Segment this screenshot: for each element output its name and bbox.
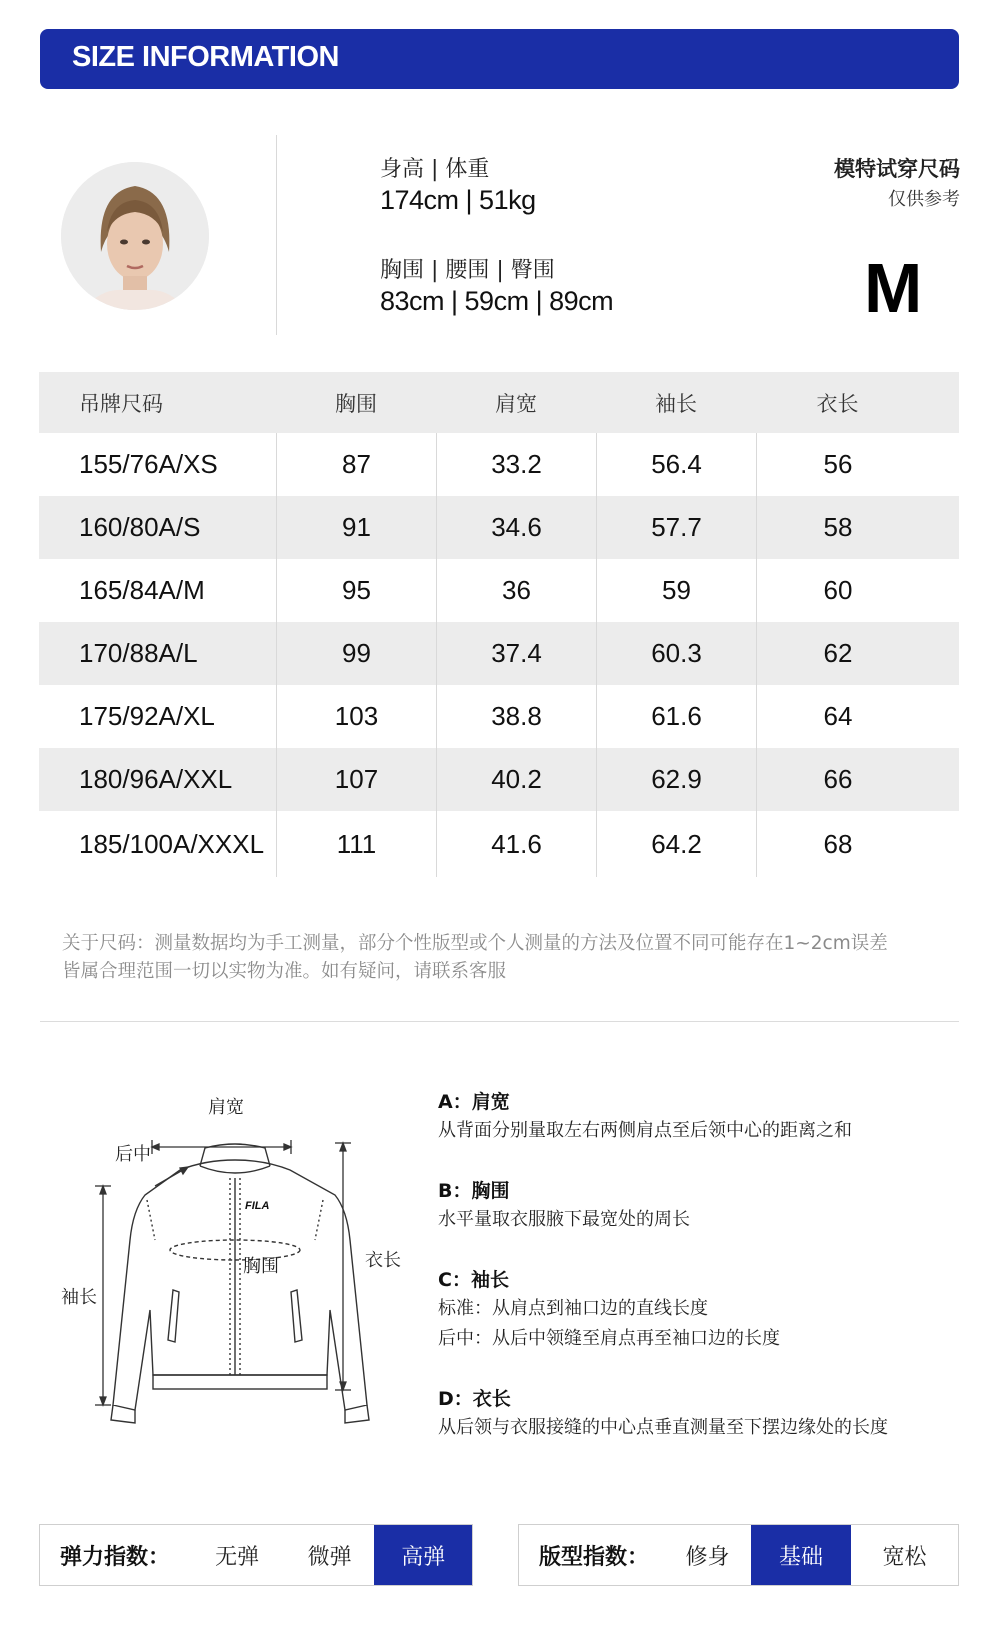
table-cell: 87: [276, 433, 436, 496]
section-banner: [40, 29, 959, 89]
desc-title: D：衣长: [438, 1388, 511, 1410]
table-cell: 56: [756, 433, 919, 496]
fit-option-loose: 宽松: [882, 1544, 927, 1570]
table-cell: 36: [436, 559, 596, 622]
table-row: [39, 496, 959, 559]
table-row: [39, 748, 959, 811]
table-body: [39, 433, 959, 877]
table-cell: 62: [756, 622, 919, 685]
table-cell: 170/88A/L: [79, 638, 198, 668]
table-row: [39, 811, 959, 877]
desc-title: B：胸围: [438, 1180, 510, 1202]
height-weight-label: 身高 | 体重: [380, 157, 490, 182]
table-cell: 64: [756, 685, 919, 748]
table-row: [39, 433, 959, 496]
desc-title: A：肩宽: [438, 1091, 510, 1113]
size-note-line: 皆属合理范围一切以实物为准。如有疑问，请联系客服: [62, 961, 507, 982]
table-cell: 33.2: [436, 433, 596, 496]
back-center-label: 后中: [115, 1144, 151, 1165]
fit-option-slim: 修身: [685, 1544, 730, 1570]
fit-index: [518, 1524, 959, 1586]
table-cell: 91: [276, 496, 436, 559]
model-size-subtitle: 仅供参考: [888, 189, 960, 210]
desc-line: 水平量取衣服腋下最宽处的周长: [438, 1209, 690, 1230]
table-cell: 56.4: [596, 433, 756, 496]
header-cell: 衣长: [816, 391, 859, 416]
desc-line: 从后领与衣服接缝的中心点垂直测量至下摆边缘处的长度: [438, 1417, 888, 1438]
table-cell: 61.6: [596, 685, 756, 748]
measurement-diagram: [55, 1097, 415, 1440]
table-cell: 68: [756, 811, 919, 877]
table-cell: 185/100A/XXXL: [79, 828, 265, 859]
header-cell: 胸围: [335, 391, 377, 416]
table-cell: 57.7: [596, 496, 756, 559]
length-label: 衣长: [365, 1250, 401, 1271]
elasticity-option-high: 高弹: [374, 1525, 472, 1585]
elasticity-label: 弹力指数：: [60, 1544, 171, 1570]
table-cell: 60.3: [596, 622, 756, 685]
table-cell: 111: [276, 811, 436, 877]
model-portrait-image: [61, 162, 209, 310]
elasticity-index: [39, 1524, 473, 1586]
model-size-title: 模特试穿尺码: [834, 157, 960, 181]
banner-title: SIZE INFORMATION: [72, 41, 339, 73]
table-cell: 37.4: [436, 622, 596, 685]
table-cell: 58: [756, 496, 919, 559]
fila-logo: FILA: [245, 1200, 270, 1212]
table-cell: 66: [756, 748, 919, 811]
elasticity-option-slight: 微弹: [307, 1544, 352, 1570]
desc-line: 从背面分别量取左右两侧肩点至后领中心的距离之和: [438, 1120, 852, 1141]
desc-title: C：袖长: [438, 1269, 509, 1291]
table-cell: 34.6: [436, 496, 596, 559]
table-cell: 107: [276, 748, 436, 811]
table-cell: 62.9: [596, 748, 756, 811]
sleeve-label: 袖长: [61, 1287, 97, 1308]
desc-line: 后中：从后中领缝至肩点再至袖口边的长度: [438, 1328, 780, 1349]
desc-sleeve: [438, 1266, 780, 1354]
header-cell: 袖长: [655, 391, 697, 416]
body-measure-value: 83cm | 59cm | 89cm: [380, 286, 614, 316]
model-size-value: M: [864, 249, 923, 327]
table-cell: 175/92A/XL: [79, 701, 215, 731]
header-cell: 肩宽: [495, 391, 537, 416]
size-table: [39, 372, 959, 877]
desc-shoulder: [438, 1088, 852, 1146]
table-cell: 60: [756, 559, 919, 622]
size-note-line: 关于尺码：测量数据均为手工测量，部分个性版型或个人测量的方法及位置不同可能存在1~2cm误差: [62, 933, 888, 954]
table-header: [39, 372, 959, 433]
table-cell: 40.2: [436, 748, 596, 811]
table-cell: 64.2: [596, 811, 756, 877]
header-cell: 吊牌尺码: [79, 391, 163, 416]
shoulder-label: 肩宽: [208, 1097, 244, 1118]
table-cell: 165/84A/M: [79, 575, 205, 605]
desc-chest: [438, 1177, 690, 1235]
table-cell: 38.8: [436, 685, 596, 748]
body-measure-label: 胸围 | 腰围 | 臀围: [380, 258, 555, 283]
chest-label: 胸围: [243, 1256, 279, 1277]
fit-option-regular: 基础: [751, 1525, 851, 1585]
desc-line: 标准：从肩点到袖口边的直线长度: [438, 1298, 708, 1319]
table-cell: 41.6: [436, 811, 596, 877]
table-cell: 155/76A/XS: [79, 449, 218, 479]
table-row: [39, 685, 959, 748]
table-cell: 103: [276, 685, 436, 748]
table-cell: 95: [276, 559, 436, 622]
info-divider: [276, 135, 277, 335]
table-cell: 160/80A/S: [79, 512, 201, 542]
table-cell: 180/96A/XXL: [79, 764, 233, 794]
desc-length: [438, 1385, 888, 1443]
elasticity-option-none: 无弹: [215, 1544, 260, 1570]
section-divider: [40, 1021, 959, 1022]
height-weight-value: 174cm | 51kg: [380, 185, 536, 215]
table-cell: 99: [276, 622, 436, 685]
table-cell: 59: [596, 559, 756, 622]
model-avatar: [61, 162, 209, 310]
table-row: [39, 622, 959, 685]
table-row: [39, 559, 959, 622]
jacket-outline-image: [55, 1100, 415, 1440]
fit-label: 版型指数：: [539, 1544, 650, 1570]
size-note: [62, 930, 962, 986]
